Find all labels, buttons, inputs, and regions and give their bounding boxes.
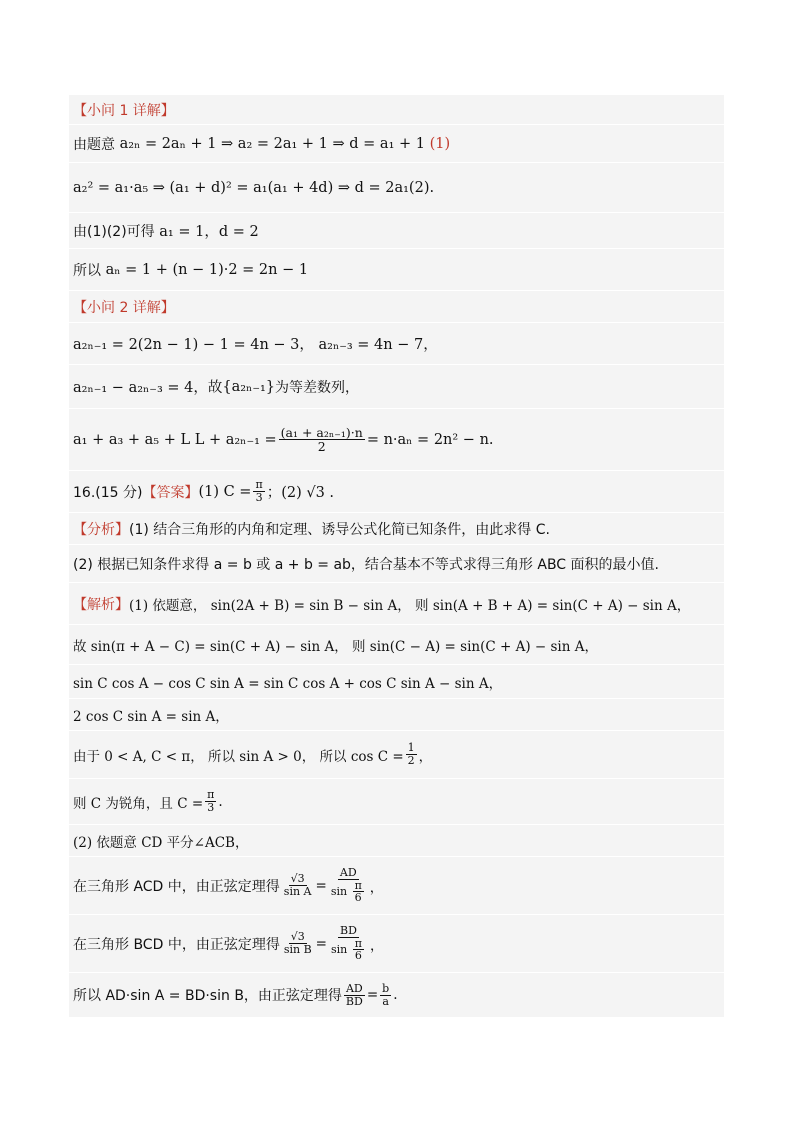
subquestion-2-header [69, 291, 724, 323]
line-10 [69, 471, 724, 513]
line-19 [69, 825, 724, 857]
line-22-right-numerator: b [382, 981, 390, 995]
line-8-suffix: 为等差数列， [275, 379, 360, 396]
line-5-formula: aₙ = 1 + (n − 1)·2 = 2n − 1 [105, 261, 309, 278]
subquestion-2-title: 【小问 2 详解】 [73, 299, 175, 316]
line-22-suffix: . [393, 987, 398, 1003]
answer-part-1: (1) C = [198, 483, 252, 500]
line-16 [69, 699, 724, 731]
line-20-sin: sin [330, 884, 348, 898]
line-18-text: 则 C 为锐角，且 C = [73, 795, 204, 812]
line-21-fraction-right [329, 925, 368, 962]
answer-part-2: ；(2) √3 . [266, 485, 335, 501]
line-20 [69, 857, 724, 915]
solution-label: 【解析】 [73, 596, 129, 613]
line-9 [69, 409, 724, 471]
line-21 [69, 915, 724, 973]
line-20-right-numerator: AD [339, 866, 357, 880]
line-21-fraction-left [282, 931, 314, 955]
line-22 [69, 973, 724, 1017]
line-9-denominator: 2 [317, 439, 326, 454]
line-2-tag: (1) [429, 135, 451, 152]
line-17-fraction [406, 742, 417, 766]
line-18-suffix: . [218, 793, 223, 810]
line-13 [69, 583, 724, 625]
line-22-equals: = [366, 987, 379, 1003]
line-7-formula: a₂ₙ₋₁ = 2(2n − 1) − 1 = 4n − 3， a₂ₙ₋₃ = 4n − 7， [73, 337, 438, 353]
analysis-part-2: (2) 根据已知条件求得 a = b 或 a + b = ab，结合基本不等式求得三角形 ABC 面积的最小值. [73, 556, 659, 573]
line-14-formula: 故 sin(π + A − C) = sin(C + A) − sin A， 则 sin(C − A) = sin(C + A) − sin A， [73, 638, 598, 655]
line-18 [69, 779, 724, 825]
line-8-formula: a₂ₙ₋₁ − a₂ₙ₋₃ = 4，故 [73, 380, 223, 396]
analysis-label: 【分析】 [73, 521, 129, 538]
line-21-suffix: ， [369, 937, 384, 954]
line-21-right-denominator [329, 938, 368, 962]
line-3-formula: a₂² = a₁·a₅ ⇒ (a₁ + d)² = a₁(a₁ + 4d) ⇒ d = 2a₁(2). [73, 179, 435, 196]
line-20-right-denominator [329, 880, 368, 904]
line-20-text: 在三角形 ACD 中，由正弦定理得 [73, 878, 280, 895]
line-21-right-numerator: BD [340, 924, 357, 938]
line-22-right-denominator: a [382, 994, 389, 1008]
answer-denominator: 3 [255, 491, 263, 504]
line-11 [69, 513, 724, 545]
line-7 [69, 323, 724, 365]
line-2-prefix: 由题意 [73, 136, 115, 153]
line-13-formula: (1) 依题意， sin(2A + B) = sin B − sin A， 则 sin(A + B + A) = sin(C + A) − sin A， [129, 597, 691, 614]
solution-sheet [69, 95, 724, 1017]
line-20-pi-fraction [353, 880, 364, 904]
line-17 [69, 731, 724, 779]
analysis-part-1: (1) 结合三角形的内角和定理、诱导公式化简已知条件，由此求得 C. [129, 521, 550, 538]
line-20-fraction-left [282, 873, 314, 897]
line-20-pi: π [354, 878, 362, 892]
line-17-text: 由于 0 < A, C < π， 所以 sin A > 0， 所以 cos C = [73, 748, 404, 765]
line-16-formula: 2 cos C sin A = sin A， [73, 708, 229, 725]
subquestion-1-header [69, 95, 724, 125]
line-22-text: 所以 AD·sin A = BD·sin B，由正弦定理得 [73, 988, 342, 1004]
line-21-sin: sin [330, 942, 348, 956]
line-4-formula: a₁ = 1，d = 2 [159, 224, 259, 240]
line-9-sum: a₁ + a₃ + a₅ + L L + a₂ₙ₋₁ = [73, 431, 277, 448]
answer-numerator: π [255, 478, 263, 492]
line-12 [69, 545, 724, 583]
line-3 [69, 163, 724, 213]
line-9-numerator: (a₁ + a₂ₙ₋₁)·n [280, 424, 363, 440]
line-15 [69, 665, 724, 699]
line-21-six: 6 [354, 949, 362, 963]
line-17-numerator: 1 [407, 741, 415, 755]
line-8-sequence: {a₂ₙ₋₁} [222, 378, 276, 395]
line-9-result: = n·aₙ = 2n² − n. [366, 431, 494, 448]
question-number: 16.(15 分) [73, 484, 143, 501]
line-17-suffix: ， [418, 748, 433, 765]
line-18-fraction [205, 789, 216, 813]
line-21-pi-fraction [353, 938, 364, 962]
line-8 [69, 365, 724, 409]
line-20-suffix: ， [369, 879, 384, 896]
line-20-left-denominator: sin A [283, 885, 312, 898]
line-14 [69, 625, 724, 665]
line-20-left-numerator: √3 [290, 872, 305, 886]
line-15-formula: sin C cos A − cos C sin A = sin C cos A + cos C sin A − sin A， [73, 675, 503, 692]
line-20-fraction-right [329, 867, 368, 904]
line-22-fraction-left [344, 983, 365, 1007]
subquestion-1-title: 【小问 1 详解】 [73, 102, 175, 119]
line-21-left-numerator: √3 [290, 930, 305, 944]
line-19-text: (2) 依题意 CD 平分∠ACB， [73, 834, 249, 851]
line-2 [69, 125, 724, 163]
line-18-denominator: 3 [207, 801, 215, 814]
line-9-fraction [279, 426, 365, 453]
line-4 [69, 213, 724, 249]
answer-fraction [253, 479, 264, 503]
line-22-left-numerator: AD [345, 981, 363, 995]
line-20-six: 6 [354, 891, 362, 905]
line-21-left-denominator: sin B [283, 943, 312, 956]
line-21-equals: = [315, 935, 327, 952]
line-5-prefix: 所以 [73, 262, 101, 279]
answer-label: 【答案】 [142, 484, 199, 501]
line-20-equals: = [315, 877, 327, 894]
line-22-left-denominator: BD [345, 994, 363, 1008]
line-18-numerator: π [207, 788, 215, 802]
line-21-text: 在三角形 BCD 中，由正弦定理得 [73, 936, 280, 953]
line-21-pi: π [354, 936, 362, 950]
line-22-fraction-right [380, 983, 391, 1007]
line-17-denominator: 2 [407, 754, 415, 767]
line-2-formula: a₂ₙ = 2aₙ + 1 ⇒ a₂ = 2a₁ + 1 ⇒ d = a₁ + 1 [119, 135, 425, 152]
line-4-prefix: 由(1)(2)可得 [73, 223, 155, 240]
line-5 [69, 249, 724, 291]
